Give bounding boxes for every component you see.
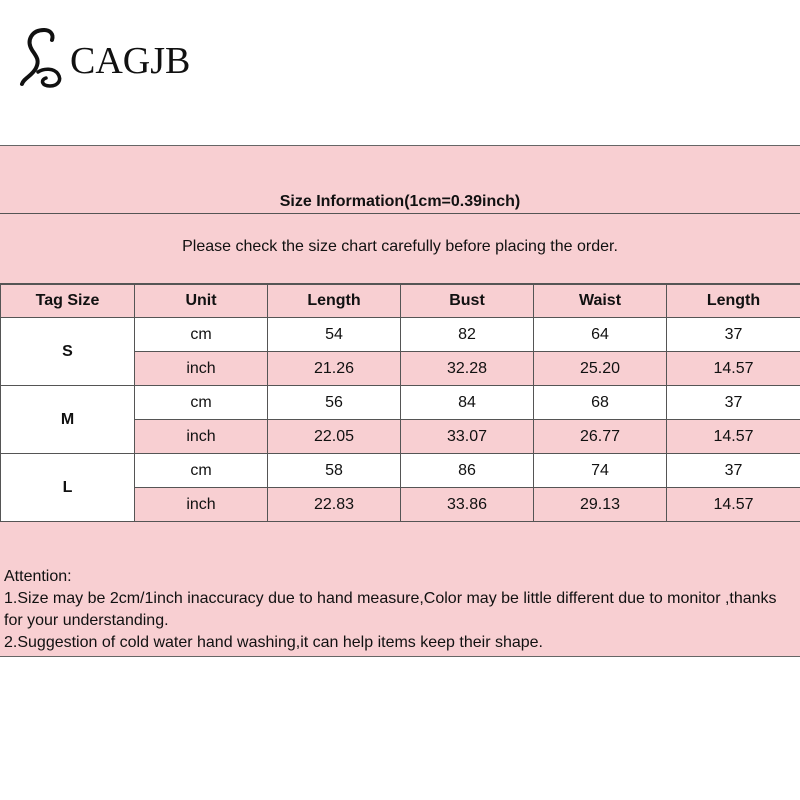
- value-cell: 37: [667, 318, 800, 352]
- table-row: [1, 386, 800, 420]
- brand-name: CAGJB: [70, 40, 191, 82]
- attention-line-2: 2.Suggestion of cold water hand washing,it can help items keep their shape.: [4, 634, 543, 651]
- size-table: [0, 284, 800, 522]
- value-cell: 32.28: [401, 352, 534, 386]
- value-cell: 26.77: [534, 420, 667, 454]
- value-cell: 33.07: [401, 420, 534, 454]
- value-cell: 84: [401, 386, 534, 420]
- value-cell: 68: [534, 386, 667, 420]
- unit-cell: cm: [135, 454, 268, 488]
- header-length: Length: [268, 285, 401, 318]
- value-cell: 56: [268, 386, 401, 420]
- table-row: [1, 318, 800, 352]
- value-cell: 86: [401, 454, 534, 488]
- brand-logo: [18, 22, 190, 92]
- table-header-row: [1, 285, 800, 318]
- header-tag-size: Tag Size: [1, 285, 135, 318]
- attention-heading: Attention:: [4, 568, 72, 585]
- header-unit: Unit: [135, 285, 268, 318]
- unit-cell: cm: [135, 318, 268, 352]
- value-cell: 21.26: [268, 352, 401, 386]
- chart-title-row: [0, 146, 800, 214]
- unit-cell: cm: [135, 386, 268, 420]
- value-cell: 37: [667, 454, 800, 488]
- value-cell: 74: [534, 454, 667, 488]
- value-cell: 14.57: [667, 420, 800, 454]
- value-cell: 22.05: [268, 420, 401, 454]
- swan-logo-icon: [18, 24, 74, 90]
- value-cell: 37: [667, 386, 800, 420]
- chart-title: Size Information(1cm=0.39inch): [279, 193, 521, 210]
- size-tag-l: L: [1, 454, 135, 522]
- value-cell: 54: [268, 318, 401, 352]
- attention-notes: [4, 566, 796, 654]
- value-cell: 29.13: [534, 488, 667, 522]
- header-waist: Waist: [534, 285, 667, 318]
- value-cell: 33.86: [401, 488, 534, 522]
- unit-cell: inch: [135, 488, 268, 522]
- chart-notice-row: [0, 214, 800, 284]
- chart-notice: Please check the size chart carefully before placing the order.: [182, 238, 618, 255]
- size-chart: [0, 145, 800, 657]
- value-cell: 25.20: [534, 352, 667, 386]
- value-cell: 14.57: [667, 352, 800, 386]
- table-row: [1, 454, 800, 488]
- value-cell: 14.57: [667, 488, 800, 522]
- value-cell: 82: [401, 318, 534, 352]
- size-tag-m: M: [1, 386, 135, 454]
- unit-cell: inch: [135, 352, 268, 386]
- size-tag-s: S: [1, 318, 135, 386]
- value-cell: 58: [268, 454, 401, 488]
- header-bust: Bust: [401, 285, 534, 318]
- value-cell: 22.83: [268, 488, 401, 522]
- unit-cell: inch: [135, 420, 268, 454]
- value-cell: 64: [534, 318, 667, 352]
- attention-line-1: 1.Size may be 2cm/1inch inaccuracy due to hand measure,Color may be little different due to monitor ,thanks for your understanding.: [4, 590, 777, 629]
- header-length-2: Length: [667, 285, 800, 318]
